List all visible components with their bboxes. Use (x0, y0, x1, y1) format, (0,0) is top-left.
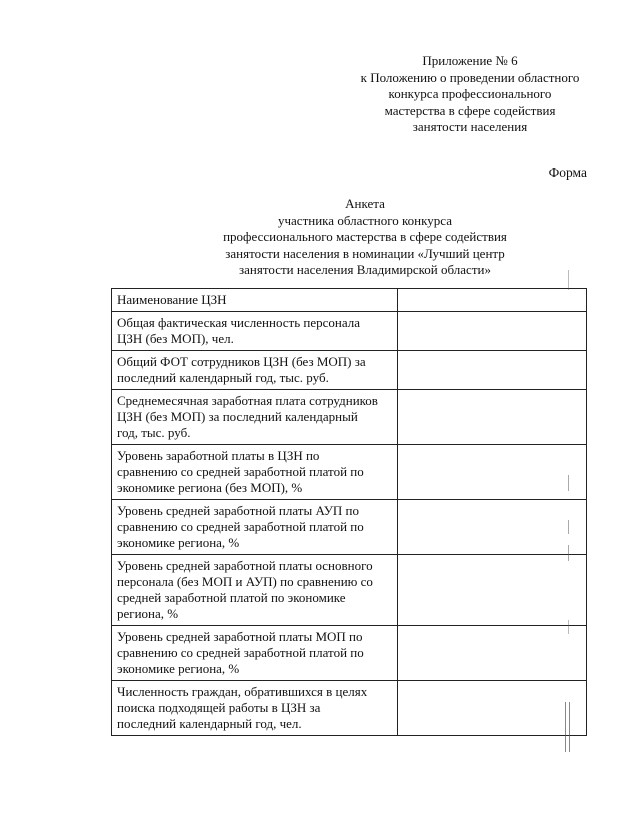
row-value-cell[interactable] (398, 390, 587, 445)
label-line: сравнению со средней заработной платой по (117, 519, 364, 534)
row-label (112, 500, 398, 555)
label-line: год, тыс. руб. (117, 425, 191, 440)
appendix-line: занятости населения (412, 119, 528, 134)
table-row (112, 289, 587, 312)
scan-artifact (568, 545, 569, 561)
appendix-line: конкурса профессионального (388, 86, 552, 101)
title-line: занятости населения в номинации «Лучший центр (225, 245, 505, 261)
scan-artifact (568, 475, 569, 491)
scan-artifact (568, 270, 569, 290)
table-row (112, 555, 587, 626)
table-row (112, 500, 587, 555)
row-label (112, 351, 398, 390)
row-value-cell[interactable] (398, 500, 587, 555)
row-value-cell[interactable] (398, 555, 587, 626)
row-label (112, 626, 398, 681)
appendix-line: к Положению о проведении областного (360, 69, 580, 85)
scan-artifact (568, 520, 569, 534)
label-line: Общий ФОТ сотрудников ЦЗН (без МОП) за (117, 354, 366, 369)
appendix-line: Приложение № 6 (422, 53, 518, 68)
table-row (112, 681, 587, 736)
label-line: региона, % (117, 606, 179, 621)
row-value-cell[interactable] (398, 445, 587, 500)
label-line: Уровень заработной платы в ЦЗН по (117, 448, 320, 463)
row-value-cell[interactable] (398, 681, 587, 736)
title-line: профессионального мастерства в сфере содействия (223, 229, 507, 244)
table-row (112, 351, 587, 390)
label-line: Общая фактическая численность персонала (117, 315, 360, 330)
table-row (112, 312, 587, 351)
table-row (112, 445, 587, 500)
label-line: поиска подходящей работы в ЦЗН за (117, 700, 321, 715)
row-label (112, 555, 398, 626)
title-line: занятости населения Владимирской области» (239, 262, 491, 277)
row-label (112, 289, 398, 312)
label-line: экономике региона, % (117, 661, 240, 676)
row-label (112, 390, 398, 445)
table-row (112, 390, 587, 445)
label-line: экономике региона (без МОП), % (117, 480, 303, 495)
row-value-cell[interactable] (398, 312, 587, 351)
label-line: ЦЗН (без МОП) за последний календарный (117, 409, 358, 424)
document-title (190, 196, 540, 279)
label-line: Наименование ЦЗН (117, 292, 227, 307)
row-value-cell[interactable] (398, 351, 587, 390)
label-line: средней заработной платой по экономике (117, 590, 346, 605)
table-row (112, 626, 587, 681)
row-label (112, 312, 398, 351)
label-line: Уровень средней заработной платы МОП по (117, 629, 363, 644)
label-line: Численность граждан, обратившихся в целях (117, 684, 368, 699)
label-line: ЦЗН (без МОП), чел. (117, 331, 234, 346)
row-label (112, 445, 398, 500)
label-line: Уровень средней заработной платы основного (117, 558, 373, 573)
title-line: участника областного конкурса (278, 212, 452, 228)
title-line: Анкета (345, 196, 385, 211)
label-line: экономике региона, % (117, 535, 240, 550)
row-value-cell[interactable] (398, 289, 587, 312)
scan-artifact (565, 702, 566, 752)
label-line: последний календарный год, чел. (117, 716, 302, 731)
survey-table (111, 288, 587, 736)
row-value-cell[interactable] (398, 626, 587, 681)
label-line: сравнению со средней заработной платой по (117, 464, 364, 479)
appendix-line: мастерства в сфере содействия (384, 102, 556, 118)
label-line: Среднемесячная заработная плата сотрудников (117, 393, 378, 408)
row-label (112, 681, 398, 736)
label-line: последний календарный год, тыс. руб. (117, 370, 329, 385)
label-line: сравнению со средней заработной платой по (117, 645, 364, 660)
scan-artifact (568, 620, 569, 634)
form-label: Форма (548, 165, 587, 180)
label-line: персонала (без МОП и АУП) по сравнению со (117, 574, 373, 589)
scan-artifact (569, 702, 570, 752)
appendix-header (342, 53, 598, 136)
label-line: Уровень средней заработной платы АУП по (117, 503, 359, 518)
